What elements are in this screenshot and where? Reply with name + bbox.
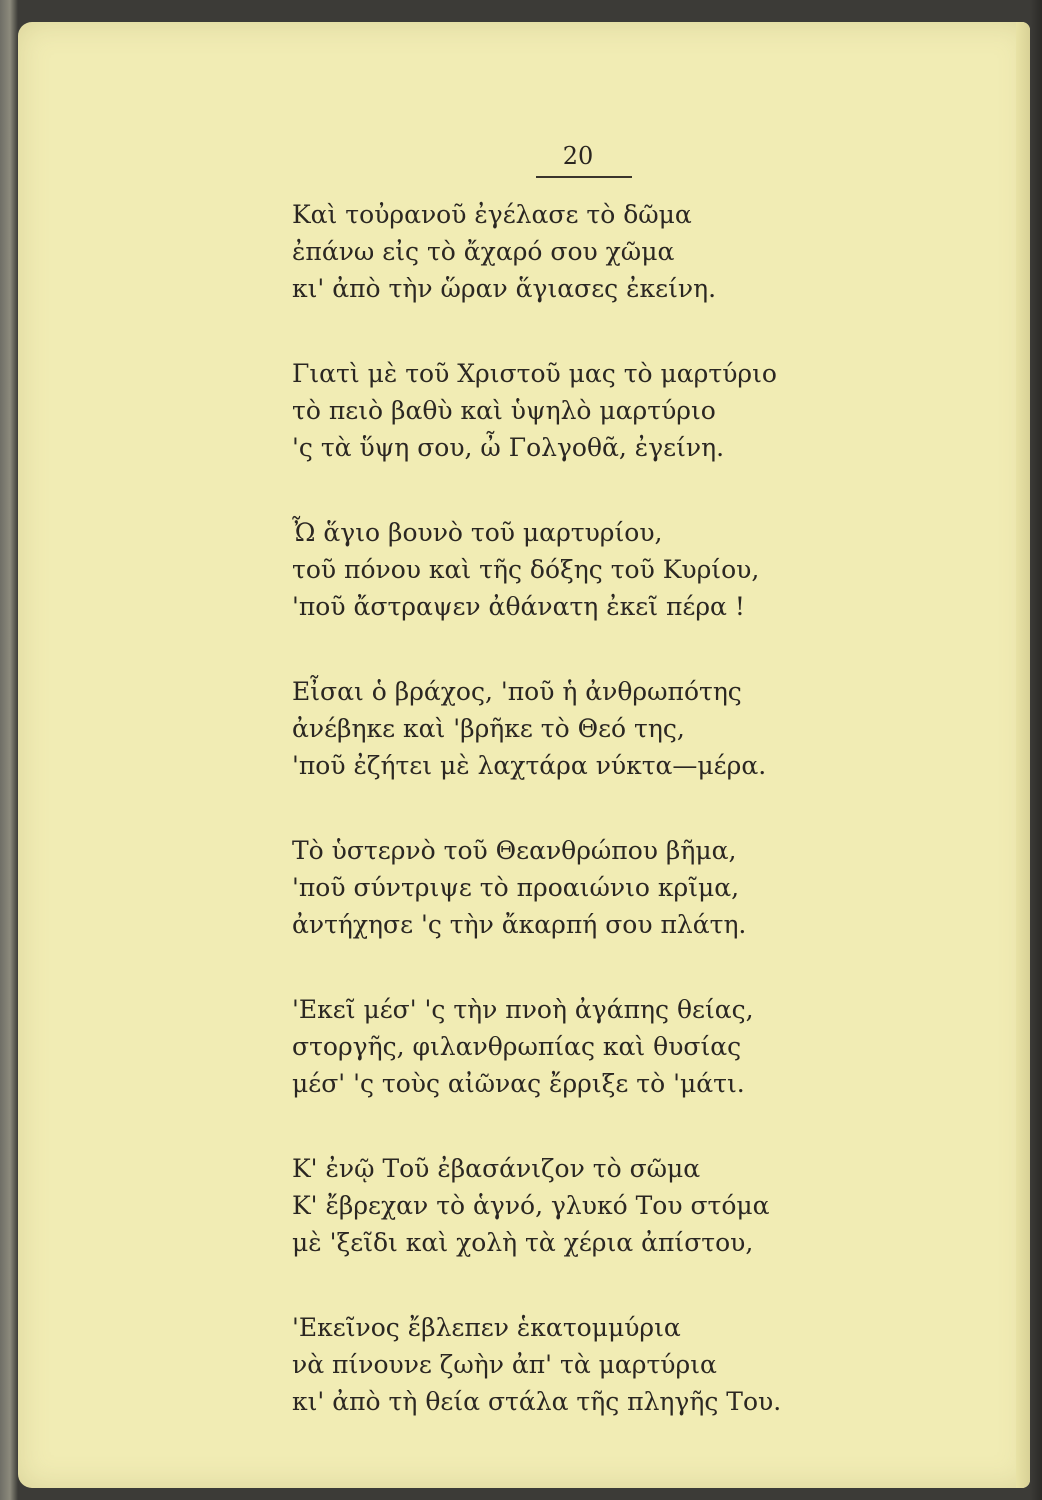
verse-line: στοργῆς, φιλανθρωπίας καὶ θυσίας	[292, 1032, 742, 1061]
verse-line: 'Εκεῖνος ἔβλεπεν ἑκατομμύρια	[292, 1313, 681, 1342]
verse-line: ἐπάνω εἰς τὸ ἄχαρό σου χῶμα	[292, 237, 675, 266]
verse-line: Κ' ἔβρεχαν τὸ ἁγνό, γλυκό Του στόμα	[292, 1191, 770, 1220]
page-edge	[1016, 22, 1030, 1488]
verse-line: Τὸ ὑστερνὸ τοῦ Θεανθρώπου βῆμα,	[292, 836, 737, 865]
stanza-5	[292, 832, 892, 943]
verse-line: τὸ πειὸ βαθὺ καὶ ὑψηλὸ μαρτύριο	[292, 396, 716, 425]
verse-line: 'ς τὰ ὕψη σου, ὦ Γολγοθᾶ, ἐγείνη.	[292, 433, 725, 462]
verse-line: κι' ἀπὸ τὴν ὥραν ἅγιασες ἐκείνη.	[292, 274, 717, 303]
verse-line: 'ποῦ σύντριψε τὸ προαιώνιο κρῖμα,	[292, 873, 740, 902]
verse-line: Γιατὶ μὲ τοῦ Χριστοῦ μας τὸ μαρτύριο	[292, 359, 777, 388]
stanza-8	[292, 1309, 892, 1420]
verse-line: 'ποῦ ἐζήτει μὲ λαχτάρα νύκτα—μέρα.	[292, 751, 767, 780]
verse-line: ἀνέβηκε καὶ 'βρῆκε τὸ Θεό της,	[292, 714, 685, 743]
stanza-4	[292, 673, 892, 784]
verse-line: 'Εκεῖ μέσ' 'ς τὴν πνοὴ ἀγάπης θείας,	[292, 995, 754, 1024]
stanza-3	[292, 514, 892, 625]
verse-line: μέσ' 'ς τοὺς αἰῶνας ἔρριξε τὸ 'μάτι.	[292, 1069, 745, 1098]
verse-line: νὰ πίνουνε ζωὴν ἀπ' τὰ μαρτύρια	[292, 1350, 717, 1379]
stanza-6	[292, 991, 892, 1102]
stanza-1	[292, 196, 892, 307]
verse-line: τοῦ πόνου καὶ τῆς δόξης τοῦ Κυρίου,	[292, 555, 760, 584]
verse-line: μὲ 'ξεῖδι καὶ χολὴ τὰ χέρια ἀπίστου,	[292, 1228, 754, 1257]
verse-line: ἀντήχησε 'ς τὴν ἄκαρπή σου πλάτη.	[292, 910, 747, 939]
verse-line: Κ' ἐνῷ Τοῦ ἐβασάνιζον τὸ σῶμα	[292, 1154, 701, 1183]
page-number: 20	[562, 142, 594, 170]
verse-line: Εἶσαι ὁ βράχος, 'ποῦ ἡ ἀνθρωπότης	[292, 677, 742, 706]
verse-line: κι' ἀπὸ τὴ θεία στάλα τῆς πληγῆς Του.	[292, 1387, 782, 1416]
poem-text	[292, 196, 892, 1468]
stanza-2	[292, 355, 892, 466]
page-number-rule	[536, 176, 632, 178]
stanza-7	[292, 1150, 892, 1261]
verse-line: 'ποῦ ἄστραψεν ἀθάνατη ἐκεῖ πέρα !	[292, 592, 745, 621]
verse-line: Ὦ ἅγιο βουνὸ τοῦ μαρτυρίου,	[292, 518, 663, 547]
verse-line: Καὶ τοὐρανοῦ ἐγέλασε τὸ δῶμα	[292, 200, 692, 229]
